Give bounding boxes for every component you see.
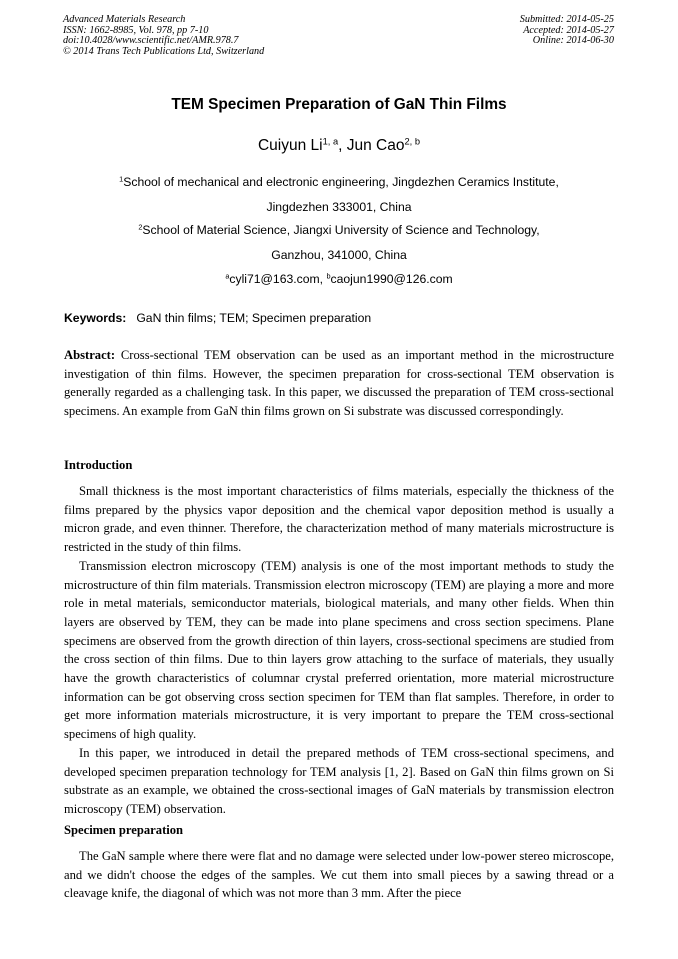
online-date: Online: 2014-06-30	[532, 35, 614, 47]
journal-name: Advanced Materials Research	[63, 14, 186, 25]
email-mark: b	[326, 271, 331, 281]
publication-dates	[520, 15, 614, 47]
abstract-text: Cross-sectional TEM observation can be used as an important method in the microstructure investigation of thin films. However, the specimen preparation for cross-sectional TEM observation is generally regarded as a challenging task. In this paper, we discussed the preparation of TEM cross-sectional specimens. An example from GaN thin films grown on Si substrate was discussed correspondingly.	[64, 348, 614, 419]
email-mark: a	[225, 271, 230, 281]
specimen-preparation-heading: Specimen preparation	[64, 823, 184, 837]
introduction-body	[64, 482, 614, 819]
keywords-text: GaN thin films; TEM; Specimen preparation	[136, 311, 372, 325]
keywords	[64, 311, 371, 325]
introduction-paragraph-2: Transmission electron microscopy (TEM) analysis is one of the most important methods to study the microstructure of thin film materials. Transmission electron microscopy (TEM) are playing a more and more role in metal materials, semiconductor materials, biological materials, and many other fields. When thin layers are observed by TEM, they can be made into plane specimens and cross section specimens. Plane specimens are observed from the growth direction of thin layers, cross-sectional specimens are studied from the cross section of thin films. Due to thin layers grow attaching to the surface of materials, they usually have the growth characteristics of columnar crystal preferred orientation, more material microstructure information can be got observing cross section specimen for TEM than flat samples. Therefore, in order to get more information materials microstructure, it is very important to prepare the TEM cross-sectional specimens of high quality.	[64, 558, 614, 742]
introduction-heading: Introduction	[64, 458, 133, 472]
introduction-paragraph-1: Small thickness is the most important characteristics of films materials, especially the thickness of the films prepared by the physics vapor deposition and the chemical vapor deposition method is usually a micron grade, and even thinner. Therefore, the characterization method of many materials microstructure is restricted in the study of thin films.	[64, 484, 614, 555]
author-separator: ,	[338, 137, 347, 154]
paper-title: TEM Specimen Preparation of GaN Thin Films	[171, 96, 507, 113]
specimen-preparation-body	[64, 847, 614, 903]
keywords-label: Keywords:	[64, 311, 127, 325]
affiliation-1-line-1	[0, 175, 678, 189]
email-separator: ,	[319, 272, 327, 286]
email-address: caojun1990@126.com	[330, 272, 453, 286]
affiliation-mark: 1	[119, 174, 124, 184]
author-name: Cuiyun Li	[257, 137, 323, 154]
abstract-label: Abstract:	[64, 348, 116, 362]
affiliation-text: School of Material Science, Jiangxi University of Science and Technology,	[142, 223, 540, 237]
journal-info	[63, 15, 264, 57]
affiliation-text: School of mechanical and electronic engineering, Jingdezhen Ceramics Institute,	[123, 175, 559, 189]
email-line	[0, 272, 678, 286]
affiliation-2-line-1	[0, 223, 678, 237]
accepted-date: Accepted: 2014-05-27	[523, 24, 614, 36]
author-affiliation-mark: 2, b	[404, 136, 420, 147]
submitted-date: Submitted: 2014-05-25	[519, 14, 614, 25]
copyright-line: © 2014 Trans Tech Publications Ltd, Switzerland	[63, 45, 265, 57]
affiliation-2-line-2: Ganzhou, 341000, China	[271, 248, 407, 262]
email-address: cyli71@163.com	[229, 272, 320, 286]
author-affiliation-mark: 1, a	[322, 136, 339, 147]
author-name: Jun Cao	[346, 137, 405, 154]
affiliation-mark: 2	[138, 222, 143, 232]
author-line	[0, 137, 678, 155]
doi-line: doi:10.4028/www.scientific.net/AMR.978.7	[63, 35, 239, 47]
issn-line: ISSN: 1662-8985, Vol. 978, pp 7-10	[63, 24, 209, 36]
specimen-paragraph-1: The GaN sample where there were flat and no damage were selected under low-power stereo microscope, and we didn't choose the edges of the samples. We cut them into small pieces by a sawing thread or a cleavage knife, the diagonal of which was not more than 3 mm. After the piece	[64, 849, 614, 901]
abstract	[64, 346, 614, 421]
introduction-paragraph-3: In this paper, we introduced in detail the prepared methods of TEM cross-sectional specimens, and developed specimen preparation technology for TEM analysis [1, 2]. Based on GaN thin films grown on Si substrate as an example, we obtained the cross-sectional images of GaN materials by transmission electron microscopy (TEM) observation.	[64, 745, 614, 816]
affiliation-1-line-2: Jingdezhen 333001, China	[266, 200, 412, 214]
